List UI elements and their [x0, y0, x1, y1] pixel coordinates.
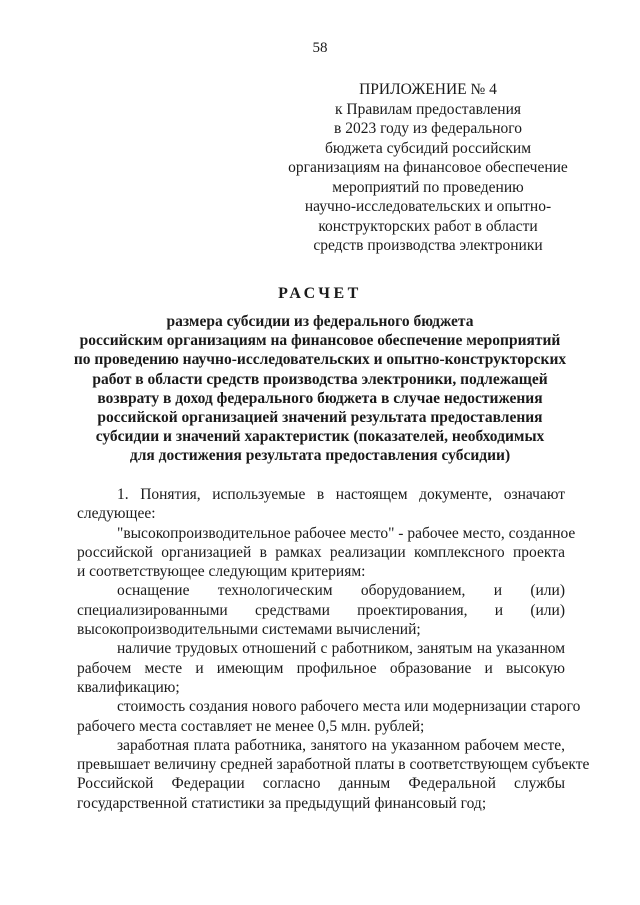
- appendix-title: ПРИЛОЖЕНИЕ № 4: [359, 81, 497, 98]
- appendix-line: научно-исследовательских и опытно-: [304, 198, 552, 215]
- paragraph-definitions-intro: [77, 485, 565, 524]
- document-subtitle: [0, 312, 640, 466]
- body-line: рабочем месте и имеющим профильное образование и высокую: [77, 659, 565, 677]
- subtitle-line: размера субсидии из федерального бюджета: [166, 313, 474, 330]
- document-title: РАСЧЕТ: [278, 285, 362, 302]
- body-line: Российской Федерации согласно данным Федеральной службы: [77, 775, 565, 793]
- body-line: "высокопроизводительное рабочее место" - рабочее место, созданное: [117, 524, 576, 542]
- paragraph-employment-criterion: [77, 639, 565, 697]
- body-line: заработная плата работника, занятого на указанном рабочем месте,: [117, 736, 565, 754]
- appendix-line: конструкторских работ в области: [318, 217, 538, 235]
- appendix-line: бюджета субсидий российским: [324, 139, 532, 157]
- appendix-header: [278, 80, 578, 256]
- body-line: следующее:: [77, 505, 156, 523]
- appendix-line: в 2023 году из федерального: [334, 120, 522, 137]
- paragraph-cost-criterion: [77, 697, 581, 736]
- appendix-line: мероприятий по проведению: [332, 178, 524, 196]
- document-body: [77, 485, 590, 813]
- subtitle-line: российским организациям на финансовое обеспечение мероприятий: [79, 332, 561, 350]
- body-line: стоимость создания нового рабочего места или модернизации старого: [117, 698, 581, 716]
- body-line: квалификацию;: [77, 678, 180, 696]
- body-line: российской организацией в рамках реализации комплексного проекта: [77, 543, 565, 561]
- subtitle-line: субсидии и значений характеристик (показателей, необходимых: [95, 428, 545, 446]
- appendix-line: к Правилам предоставления: [334, 100, 522, 118]
- body-line: специализированными средствами проектирования, и (или): [77, 601, 565, 619]
- body-line: наличие трудовых отношений с работником, занятым на указанном: [117, 640, 565, 658]
- body-line: и соответствующее следующим критериям:: [77, 563, 366, 581]
- body-line: превышает величину средней заработной платы в соответствующем субъекте: [77, 756, 590, 774]
- body-line: рабочего места составляет не менее 0,5 млн. рублей;: [77, 717, 425, 735]
- body-line: государственной статистики за предыдущий финансовый год;: [77, 794, 487, 812]
- paragraph-high-performance-workplace: [77, 524, 576, 582]
- subtitle-line: для достижения результата предоставления субсидии): [129, 447, 511, 465]
- body-line: оснащение технологическим оборудованием, и (или): [117, 582, 565, 600]
- subtitle-line: российской организацией значений результата предоставления: [97, 409, 543, 427]
- subtitle-line: работ в области средств производства электроники, подлежащей: [92, 370, 548, 388]
- page-number: 58: [312, 40, 328, 56]
- subtitle-line: возврату в доход федерального бюджета в случае недостижения: [97, 389, 543, 407]
- subtitle-line: по проведению научно-исследовательских и опытно-конструкторских: [73, 351, 567, 369]
- paragraph-salary-criterion: [77, 736, 590, 813]
- body-line: 1. Понятия, используемые в настоящем документе, означают: [117, 486, 565, 503]
- appendix-line: организациям на финансовое обеспечение: [288, 159, 568, 176]
- paragraph-equipment-criterion: [77, 581, 565, 639]
- appendix-line: средств производства электроники: [313, 237, 543, 254]
- body-line: высокопроизводительными системами вычислений;: [77, 621, 421, 639]
